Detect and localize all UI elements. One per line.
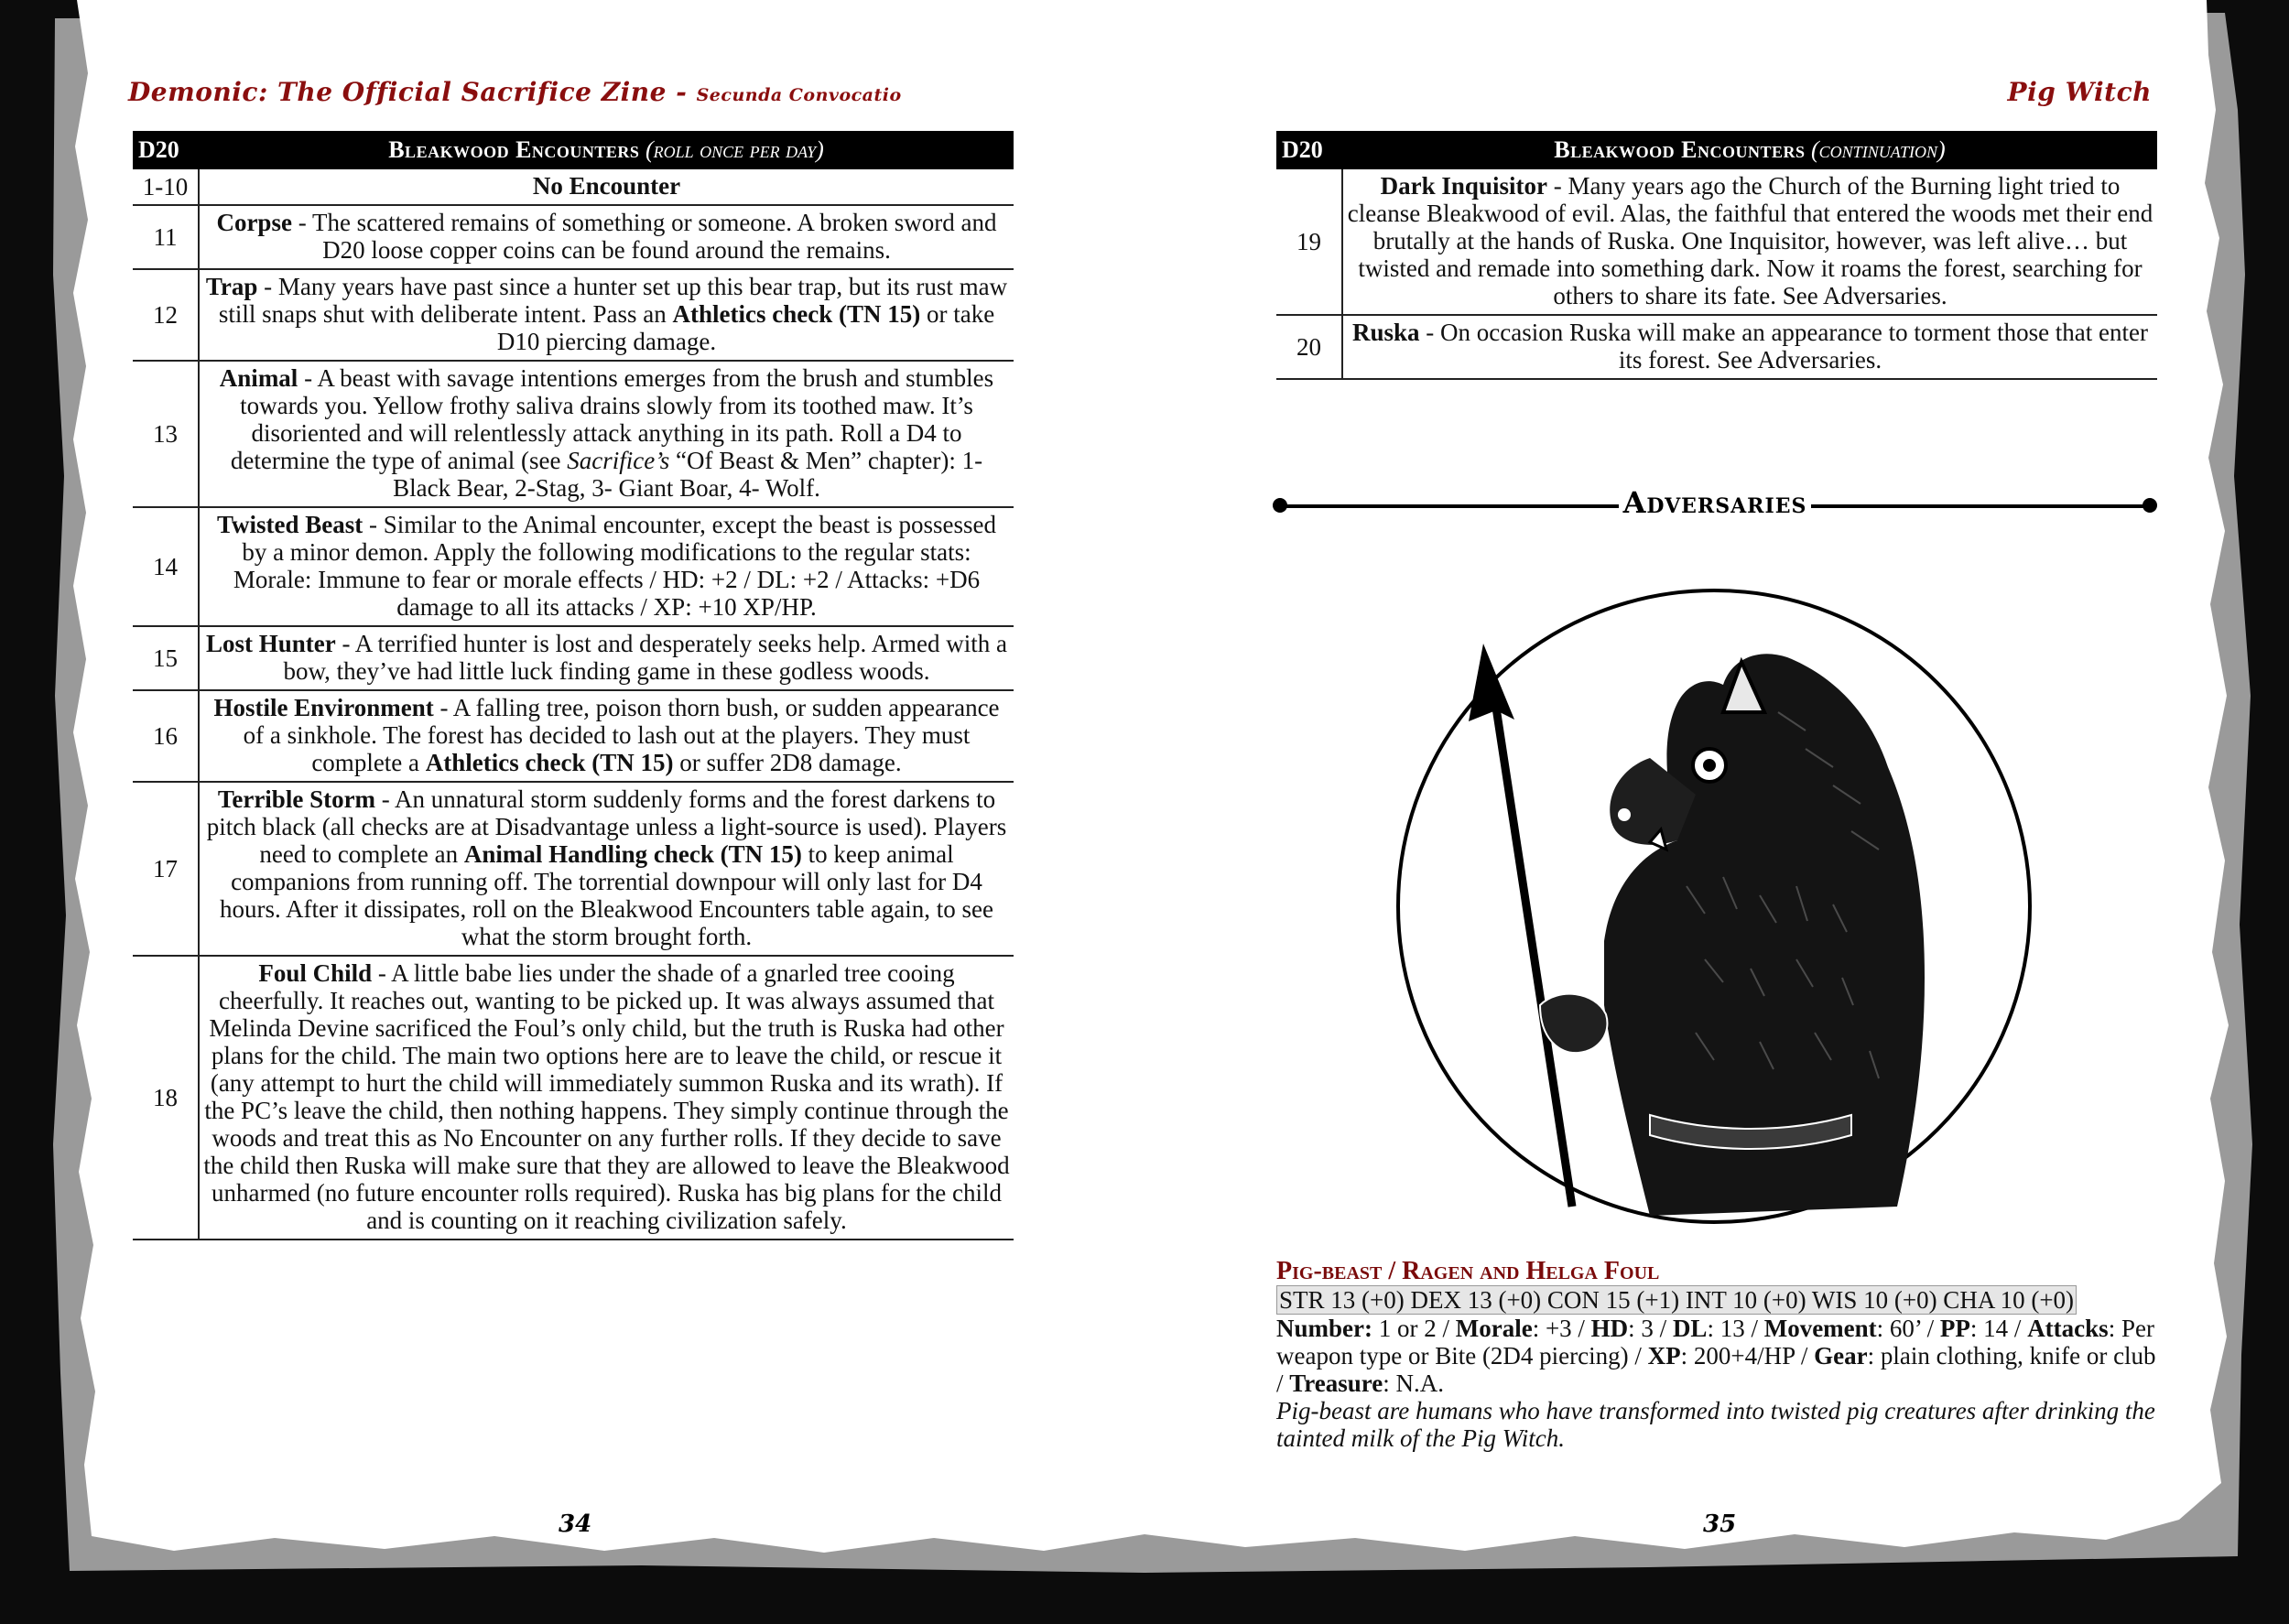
running-header-left	[128, 77, 902, 107]
table-row	[133, 507, 1014, 626]
encounter-text: - A beast with savage intentions emerges from the brush and stumbles towards you. Yellow frothy saliva drains slowly from its toothed maw. It’s disoriented and will relentlessly attack anything in its path. Roll a D4 to determine the type of animal (see	[230, 364, 994, 474]
encounter-text: - Many years ago the Church of the Burning light tried to cleanse Bleakwood of evil. Alas, the faithful that entered the woods met their end brutally at the hands of Ruska. One Inquisitor, however, was left alive… but twisted and remade into something dark. Now it roams the forest, searching for others to share its fate. See Adversaries.	[1347, 172, 2153, 309]
encounter-check: Athletics check (TN 15)	[425, 749, 674, 776]
adversary-details	[1276, 1315, 2161, 1397]
table-row	[133, 956, 1014, 1240]
table-note: (roll once per day)	[645, 136, 824, 163]
roll-cell: 13	[133, 361, 199, 507]
encounter-name: Animal	[219, 364, 298, 392]
gear-value: : plain clothing, knife or club /	[1276, 1342, 2156, 1397]
desc-cell	[199, 690, 1014, 782]
encounters-table-right	[1276, 131, 2157, 380]
rule-end-ornament	[2143, 498, 2157, 513]
title-column-header	[1342, 131, 2157, 169]
number-label: Number:	[1276, 1315, 1372, 1342]
encounter-text: - A little babe lies under the shade of a gnarled tree cooing cheerfully. It reaches out, wanting to be picked up. It was always assumed that Melinda Devine sacrificed the Foul’s only child, but the truth is Ruska had other plans for the child. The main two options here are to leave the child, or rescue it (any attempt to hurt the child will immediately summon Ruska and its wrath). If the PC’s leave the child, then nothing happens. They simply continue through the woods and treat this as No Encounter on any further rolls. If they decide to save the child then Ruska will make sure that they are allowed to leave the Bleakwood unharmed (no future encounter rolls required). Ruska has big plans for the child and is counting on it reaching civilization safely.	[203, 959, 1010, 1234]
table-row	[133, 205, 1014, 269]
roll-cell: 18	[133, 956, 199, 1240]
morale-value: : +3 /	[1532, 1315, 1591, 1342]
pig-beast-nostril	[1618, 808, 1631, 821]
pp-label: PP	[1939, 1315, 1970, 1342]
die-column-header: D20	[133, 131, 199, 169]
roll-cell: 20	[1276, 315, 1342, 379]
desc-cell	[199, 782, 1014, 956]
movement-label: Movement	[1763, 1315, 1877, 1342]
table-row	[133, 169, 1014, 205]
table-row	[1276, 315, 2157, 379]
title-column-header	[199, 131, 1014, 169]
encounter-text: - An unnatural storm suddenly forms and the forest darkens to pitch black (all checks are at Disadvantage unless a light-source is used). Players need to complete an	[206, 785, 1007, 868]
desc-cell	[199, 361, 1014, 507]
table-row	[133, 361, 1014, 507]
zine-subtitle: Secunda Convocatio	[696, 85, 902, 105]
dl-label: DL	[1672, 1315, 1708, 1342]
morale-label: Morale	[1455, 1315, 1533, 1342]
roll-cell: 16	[133, 690, 199, 782]
encounter-name: Foul Child	[258, 959, 373, 987]
gear-label: Gear	[1814, 1342, 1868, 1370]
table-header-row	[133, 131, 1014, 169]
hd-label: HD	[1590, 1315, 1629, 1342]
encounter-check: Athletics check (TN 15)	[672, 300, 921, 328]
adversary-stat-block	[1276, 1258, 2161, 1452]
encounter-name: Dark Inquisitor	[1380, 172, 1547, 200]
encounter-book-ref: Sacrifice’s	[567, 447, 670, 474]
adversaries-heading	[1273, 476, 2157, 531]
xp-label: XP	[1647, 1342, 1681, 1370]
table-title: Bleakwood Encounters	[388, 136, 640, 163]
zine-title: Demonic: The Official Sacrifice Zine -	[128, 77, 688, 107]
encounter-text: - Similar to the Animal encounter, except the beast is possessed by a minor demon. Apply the following modifications to the regular stats: Morale: Immune to fear or morale effects / HD: +2 / DL: +2 / Attacks: +D6 damage to all its attacks / XP: +10 XP/HP.	[233, 511, 996, 621]
treasure-value: : N.A.	[1383, 1370, 1445, 1397]
encounter-text-2: to keep animal companions from running off. The torrential downpour will only last for D4 hours. After it dissipates, roll on the Bleakwood Encounters table again, to see what the storm brought forth.	[219, 840, 994, 950]
section-title: Adversaries	[1622, 485, 1807, 520]
attacks-value: : Per weapon type or Bite (2D4 piercing) /	[1276, 1315, 2154, 1370]
desc-cell	[1342, 169, 2157, 315]
encounter-name: Trap	[205, 273, 258, 300]
roll-cell: 17	[133, 782, 199, 956]
pp-value: : 14 /	[1969, 1315, 2022, 1342]
adversary-description: Pig-beast are humans who have transformed into twisted pig creatures after drinking the tainted milk of the Pig Witch.	[1276, 1397, 2155, 1452]
dl-value: : 13 /	[1707, 1315, 1764, 1342]
encounter-name: Corpse	[216, 209, 292, 236]
desc-cell	[199, 956, 1014, 1240]
encounter-text-2: or take D10 piercing damage.	[496, 300, 995, 355]
encounter-text: - Many years have past since a hunter set up this bear trap, but its rust maw still snaps shut with deliberate intent. Pass an	[218, 273, 1008, 328]
left-page	[128, 0, 1025, 1624]
desc-cell	[1342, 315, 2157, 379]
right-page	[1273, 0, 2161, 1624]
pig-beast-pupil	[1703, 759, 1716, 772]
encounter-name: Terrible Storm	[217, 785, 376, 813]
attacks-label: Attacks	[2027, 1315, 2109, 1342]
table-header-row	[1276, 131, 2157, 169]
roll-cell: 12	[133, 269, 199, 361]
page-number-left: 34	[559, 1510, 592, 1538]
table-title: Bleakwood Encounters	[1554, 136, 1806, 163]
encounter-check: Animal Handling check (TN 15)	[463, 840, 802, 868]
encounter-name: Ruska	[1351, 319, 1420, 346]
table-row	[133, 269, 1014, 361]
movement-value: : 60’ /	[1876, 1315, 1940, 1342]
encounter-text: - A terrified hunter is lost and desperately seeks help. Armed with a bow, they’ve had little luck finding game in these godless woods.	[283, 630, 1008, 685]
die-column-header: D20	[1276, 131, 1342, 169]
ability-scores: STR 13 (+0) DEX 13 (+0) CON 15 (+1) INT 10 (+0) WIS 10 (+0) CHA 10 (+0)	[1276, 1285, 2077, 1315]
encounter-text-2: “Of Beast & Men” chapter): 1-Black Bear, 2-Stag, 3- Giant Boar, 4- Wolf.	[393, 447, 983, 502]
roll-cell: 14	[133, 507, 199, 626]
desc-cell	[199, 626, 1014, 690]
encounters-table-left	[133, 131, 1014, 1240]
roll-cell: 11	[133, 205, 199, 269]
encounter-name: Lost Hunter	[205, 630, 336, 657]
roll-cell: 15	[133, 626, 199, 690]
page-number-right: 35	[1703, 1510, 1737, 1538]
table-note: (continuation)	[1811, 136, 1946, 163]
encounter-name: Twisted Beast	[216, 511, 363, 538]
pig-beast-illustration	[1375, 575, 2053, 1234]
table-row	[133, 626, 1014, 690]
treasure-label: Treasure	[1289, 1370, 1383, 1397]
hd-value: : 3 /	[1628, 1315, 1673, 1342]
roll-cell: 19	[1276, 169, 1342, 315]
encounter-name: No Encounter	[532, 172, 681, 200]
encounter-name: Hostile Environment	[213, 694, 434, 721]
xp-value: : 200+4/HP /	[1680, 1342, 1815, 1370]
table-row	[1276, 169, 2157, 315]
desc-cell	[199, 205, 1014, 269]
table-row	[133, 690, 1014, 782]
number-value: 1 or 2 /	[1372, 1315, 1456, 1342]
table-row	[133, 782, 1014, 956]
heading-rule-right	[1811, 504, 2150, 508]
encounter-text: - The scattered remains of something or someone. A broken sword and D20 loose copper coins can be found around the remains.	[291, 209, 997, 264]
desc-cell	[199, 169, 1014, 205]
roll-cell: 1-10	[133, 169, 199, 205]
desc-cell	[199, 507, 1014, 626]
encounter-text: - A falling tree, poison thorn bush, or sudden appearance of a sinkhole. The forest has decided to lash out at the players. They must complete a	[243, 694, 1000, 776]
desc-cell	[199, 269, 1014, 361]
encounter-text: - On occasion Ruska will make an appearance to torment those that enter its forest. See Adversaries.	[1419, 319, 2149, 374]
running-header-right: Pig Witch	[2007, 77, 2152, 107]
encounter-text-2: or suffer 2D8 damage.	[673, 749, 902, 776]
adversary-name: Pig-beast / Ragen and Helga Foul	[1276, 1257, 1660, 1285]
